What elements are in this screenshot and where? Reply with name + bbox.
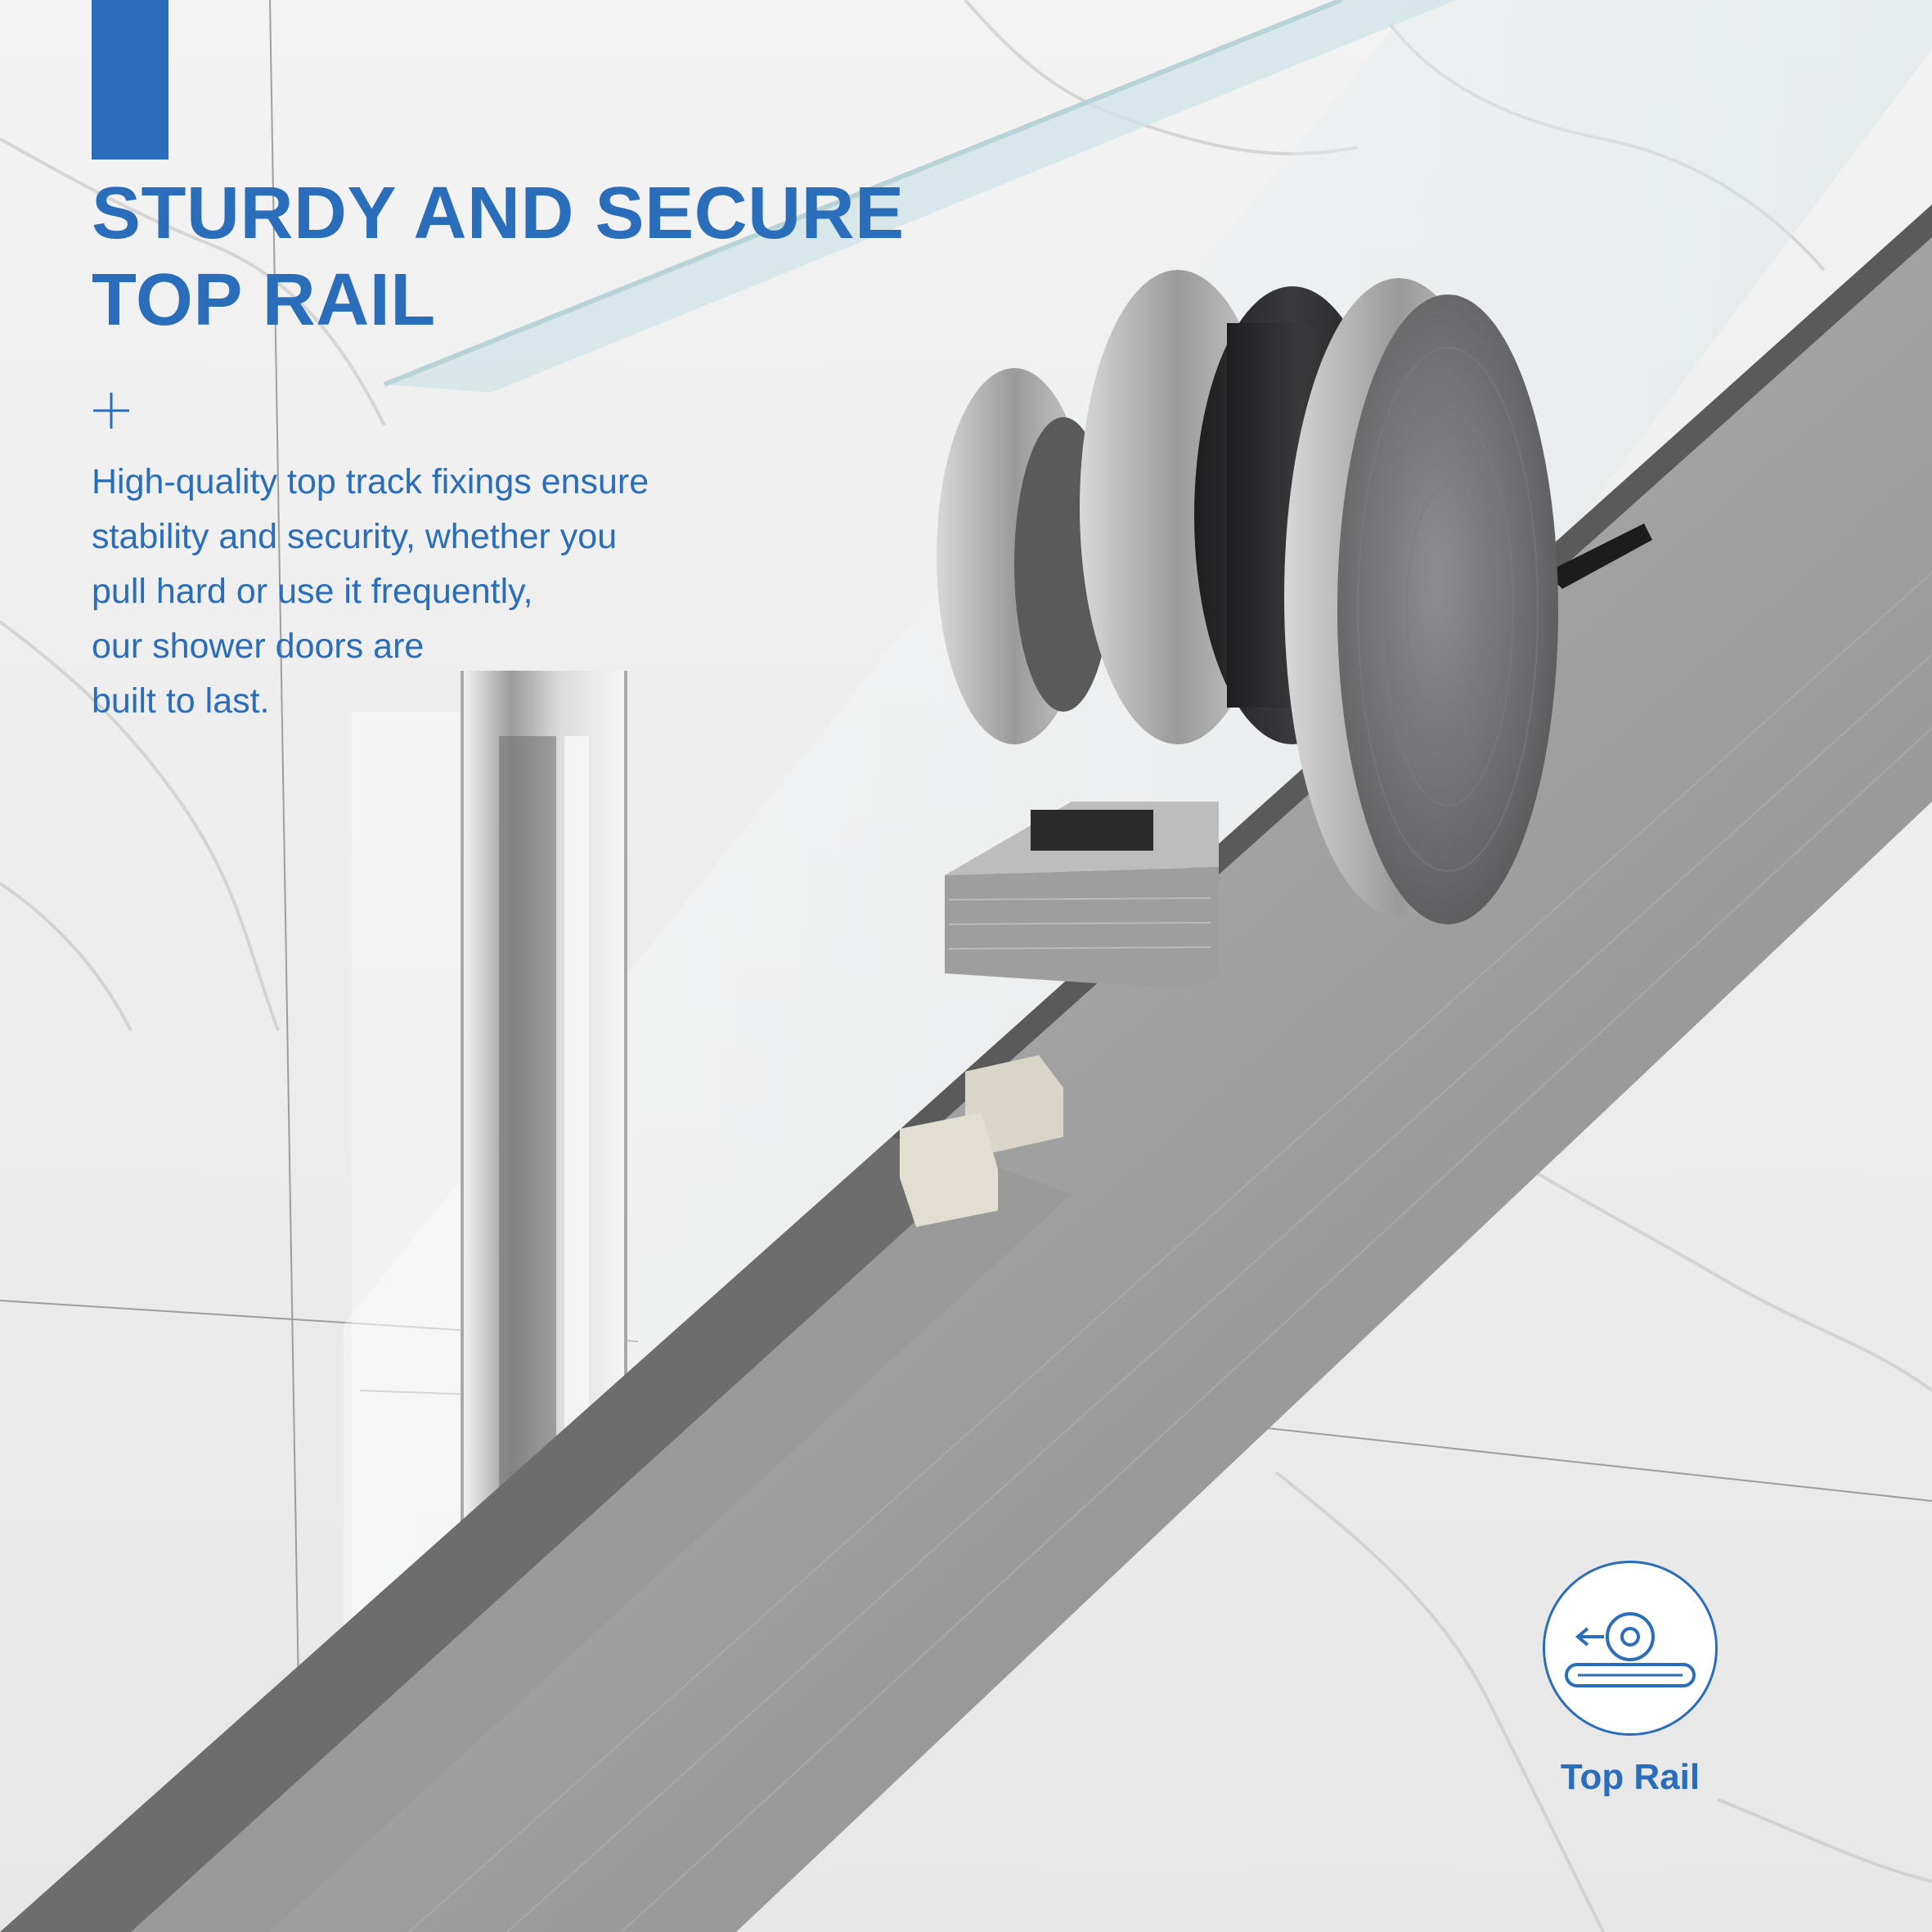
description-line: High-quality top track fixings ensure [92, 462, 649, 501]
top-rail-badge [1543, 1561, 1718, 1736]
title-line-2: TOP RAIL [92, 259, 436, 341]
feature-description [92, 455, 828, 729]
plus-icon [92, 391, 131, 430]
badge-label: Top Rail [1560, 1757, 1701, 1797]
description-line: stability and security, whether you [92, 517, 618, 556]
description-line: built to last. [92, 681, 270, 721]
description-line: pull hard or use it frequently, [92, 572, 533, 611]
title-line-1: STURDY AND SECURE [92, 173, 905, 254]
description-line: our shower doors are [92, 627, 425, 666]
accent-bar [92, 0, 168, 160]
page-title [92, 170, 905, 344]
top-rail-roller-icon [1545, 1563, 1715, 1733]
